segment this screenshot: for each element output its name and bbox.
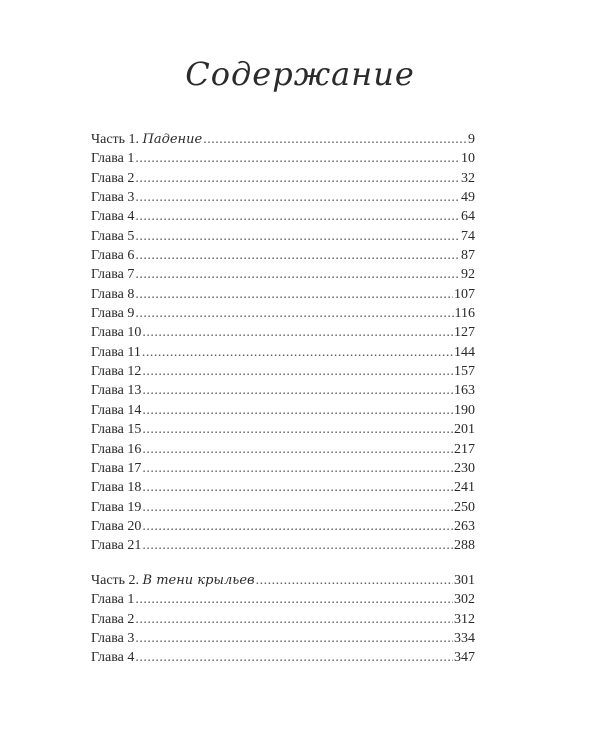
dot-leader [135,188,460,207]
part-label [91,571,255,590]
dot-leader [135,629,453,648]
chapter-label: Глава 2 [91,611,135,627]
chapter-label: Глава 12 [91,364,142,380]
chapter-label: Глава 14 [91,402,142,418]
toc-chapter-row[interactable] [91,610,475,629]
toc-chapter-row[interactable] [91,401,475,420]
dot-leader [135,207,460,226]
dot-leader [135,648,453,667]
chapter-label: Глава 1 [91,151,135,167]
page-number: 312 [454,611,475,627]
chapter-label: Глава 9 [91,306,135,322]
chapter-label: Глава 20 [91,518,142,534]
chapter-label: Глава 17 [91,460,142,476]
chapter-label: Глава 15 [91,422,142,438]
dot-leader [135,149,460,168]
page-number: 190 [454,402,475,418]
dot-leader [142,459,453,478]
page-number: 201 [454,422,475,438]
chapter-label: Глава 7 [91,267,135,283]
chapter-label: Глава 4 [91,650,135,666]
dot-leader [135,169,460,188]
toc-part-heading[interactable] [91,130,475,149]
toc-chapter-row[interactable] [91,517,475,536]
toc-chapter-row[interactable] [91,590,475,609]
dot-leader [203,130,467,149]
dot-leader [142,323,453,342]
chapter-label: Глава 11 [91,344,141,360]
dot-leader [135,246,460,265]
part-number: Часть 1. [91,132,140,147]
toc-chapter-row[interactable] [91,362,475,381]
page-number: 32 [461,170,475,186]
toc-chapter-row[interactable] [91,188,475,207]
page-number: 116 [454,306,475,322]
page-number: 250 [454,499,475,515]
chapter-label: Глава 8 [91,286,135,302]
dot-leader [135,590,453,609]
page-number: 288 [454,538,475,554]
toc-chapter-row[interactable] [91,285,475,304]
toc-chapter-row[interactable] [91,381,475,400]
dot-leader [142,401,453,420]
page-number: 334 [454,631,475,647]
part-name: Падение [142,132,203,147]
toc-chapter-row[interactable] [91,478,475,497]
page-number: 144 [454,344,475,360]
chapter-label: Глава 19 [91,499,142,515]
page-title: Содержание [185,55,415,93]
page-number: 127 [454,325,475,341]
chapter-label: Глава 3 [91,631,135,647]
chapter-label: Глава 13 [91,383,142,399]
part-number: Часть 2. [91,573,140,588]
part-name: В тени крыльев [142,573,255,588]
page-number: 107 [454,286,475,302]
dot-leader [142,440,453,459]
page-number: 347 [454,650,475,666]
dot-leader [135,610,453,629]
page-number: 74 [461,228,475,244]
page-number: 163 [454,383,475,399]
toc-chapter-row[interactable] [91,227,475,246]
toc-chapter-row[interactable] [91,207,475,226]
toc-chapter-row[interactable] [91,459,475,478]
chapter-label: Глава 21 [91,538,142,554]
page-number: 263 [454,518,475,534]
toc-chapter-row[interactable] [91,304,475,323]
toc-chapter-row[interactable] [91,536,475,555]
dot-leader [142,478,453,497]
page-number: 230 [454,460,475,476]
page-number: 92 [461,267,475,283]
toc-part-1 [91,130,475,556]
toc-chapter-row[interactable] [91,149,475,168]
toc-chapter-row[interactable] [91,343,475,362]
toc-chapter-row[interactable] [91,420,475,439]
toc-chapter-row[interactable] [91,246,475,265]
dot-leader [142,362,453,381]
toc-chapter-row[interactable] [91,265,475,284]
page-number: 301 [454,573,475,588]
chapter-label: Глава 10 [91,325,142,341]
page-number: 49 [461,190,475,206]
dot-leader [142,343,453,362]
dot-leader [135,227,460,246]
chapter-label: Глава 3 [91,190,135,206]
chapter-label: Глава 16 [91,441,142,457]
toc-chapter-row[interactable] [91,169,475,188]
dot-leader [256,571,453,590]
page-number: 217 [454,441,475,457]
dot-leader [142,420,453,439]
page-number: 10 [461,151,475,167]
page-number: 157 [454,364,475,380]
toc-chapter-row[interactable] [91,648,475,667]
toc-chapter-row[interactable] [91,323,475,342]
dot-leader [135,265,460,284]
dot-leader [142,536,453,555]
chapter-label: Глава 1 [91,592,135,608]
dot-leader [142,498,453,517]
toc-part-heading[interactable] [91,571,475,590]
page-number: 64 [461,209,475,225]
chapter-label: Глава 6 [91,248,135,264]
page-number: 9 [468,132,475,147]
page-number: 87 [461,248,475,264]
dot-leader [135,304,453,323]
toc-chapter-row[interactable] [91,629,475,648]
page-number: 302 [454,592,475,608]
toc-chapter-row[interactable] [91,498,475,517]
dot-leader [142,517,453,536]
chapter-label: Глава 5 [91,228,135,244]
chapter-label: Глава 2 [91,170,135,186]
toc-chapter-row[interactable] [91,440,475,459]
dot-leader [142,381,453,400]
part-label [91,130,202,149]
page-number: 241 [454,480,475,496]
toc-part-2 [91,571,475,668]
chapter-label: Глава 18 [91,480,142,496]
dot-leader [135,285,453,304]
chapter-label: Глава 4 [91,209,135,225]
